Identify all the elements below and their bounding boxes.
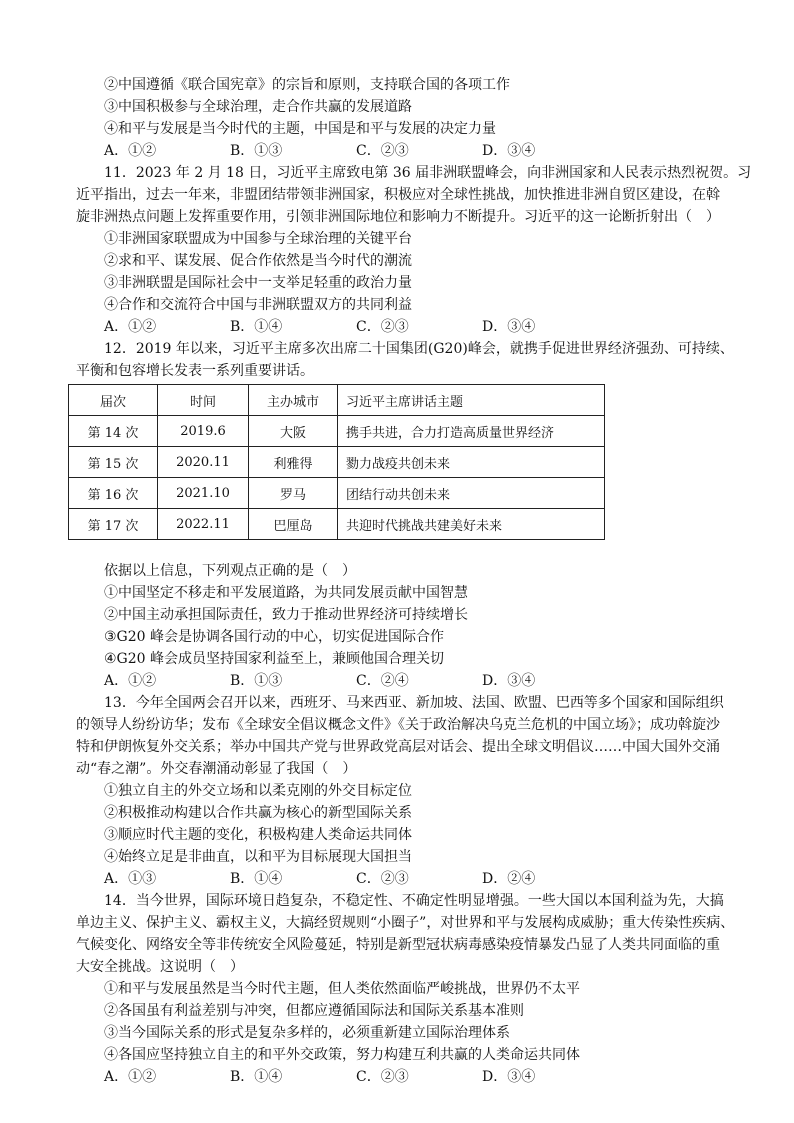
table-cell-time: 2019.6: [158, 416, 249, 447]
table-row: [69, 416, 605, 447]
question-14: [76, 890, 735, 1088]
q10-choice-b: B．①③: [230, 143, 283, 159]
table-cell-time: 2022.11: [158, 509, 249, 540]
q13-option-2: ②积极推动构建以合作共赢为核心的新型国际关系: [104, 805, 412, 821]
q11-choices: [104, 316, 624, 338]
table-cell-theme: 携手共进，合力打造高质量世界经济: [338, 416, 605, 447]
q12-choice-c: C．②④: [356, 673, 409, 689]
q12-choices: [104, 670, 624, 692]
table-cell-city: 大阪: [249, 416, 338, 447]
g20-summit-table: [68, 384, 605, 540]
q12-choice-b: B．①③: [230, 673, 283, 689]
q14-choice-d: D．③④: [482, 1069, 536, 1085]
q11-choice-c: C．②③: [356, 319, 409, 335]
q11-choice-d: D．③④: [482, 319, 536, 335]
q14-stem-line-4: 大安全挑战。这说明（ ）: [76, 959, 244, 975]
table-cell-city: 巴厘岛: [249, 509, 338, 540]
q14-stem-line-2: 单边主义、保护主义、霸权主义，大搞经贸规则“小圈子”，对世界和平与发展构成威胁；重大传染性疾病、: [76, 915, 735, 931]
q10-choice-c: C．②③: [356, 143, 409, 159]
q12-option-4: ④G20 峰会成员坚持国家利益至上，兼顾他国合理关切: [104, 651, 444, 667]
q13-choice-c: C．②③: [356, 871, 409, 887]
table-row: [69, 509, 605, 540]
q10-option-4: ④和平与发展是当今时代的主题，中国是和平与发展的决定力量: [104, 121, 496, 137]
q11-option-4: ④合作和交流符合中国与非洲联盟双方的共同利益: [104, 297, 412, 313]
q14-choice-b: B．①④: [230, 1069, 283, 1085]
table-header-session: 届次: [69, 385, 158, 416]
q10-choices: [104, 140, 624, 162]
q13-stem-line-1: 13．今年全国两会召开以来，西班牙、马来西亚、新加坡、法国、欧盟、巴西等多个国家和国际组织: [104, 695, 724, 711]
exam-content: [76, 74, 752, 1088]
q13-option-3: ③顺应时代主题的变化，积极构建人类命运共同体: [104, 827, 412, 843]
q11-stem-line-2: 近平指出，过去一年来，非盟团结带领非洲国家，积极应对全球性挑战，加快推进非洲自贸区建设，在斡: [76, 187, 720, 203]
q14-choice-c: C．②③: [356, 1069, 409, 1085]
q13-choice-b: B．①④: [230, 871, 283, 887]
q14-choice-a: A．①②: [104, 1069, 157, 1085]
q12-option-3: ③G20 峰会是协调各国行动的中心，切实促进国际合作: [104, 629, 444, 645]
q13-choice-d: D．②④: [482, 871, 536, 887]
q12-stem-line-2: 平衡和包容增长发表一系列重要讲话。: [76, 363, 314, 379]
q13-stem-line-2: 的领导人纷纷访华；发布《全球安全倡议概念文件》《关于政治解决乌克兰危机的中国立场》；成功斡旋沙: [76, 717, 720, 733]
q11-choice-a: A．①②: [104, 319, 157, 335]
q11-stem-line-1: 11．2023 年 2 月 18 日，习近平主席致电第 36 届非洲联盟峰会，向非洲国家和人民表示热烈祝贺。习: [104, 165, 752, 181]
q14-option-4: ④各国应坚持独立自主的和平外交政策，努力构建互利共赢的人类命运共同体: [104, 1047, 580, 1063]
q12-stem-line-1: 12．2019 年以来，习近平主席多次出席二十国集团(G20)峰会，就携手促进世界经济强劲、可持续、: [104, 341, 734, 357]
q14-option-3: ③当今国际关系的形式是复杂多样的，必须重新建立国际治理体系: [104, 1025, 510, 1041]
question-10: [104, 74, 624, 162]
q14-option-2: ②各国虽有利益差别与冲突，但都应遵循国际法和国际关系基本准则: [104, 1003, 524, 1019]
q10-option-3: ③中国积极参与全球治理，走合作共赢的发展道路: [104, 99, 412, 115]
q11-choice-b: B．①④: [230, 319, 283, 335]
table-cell-city: 利雅得: [249, 447, 338, 478]
table-cell-time: 2020.11: [158, 447, 249, 478]
q14-choices: [104, 1066, 624, 1088]
q12-option-2: ②中国主动承担国际责任，致力于推动世界经济可持续增长: [104, 607, 468, 623]
question-11: [76, 162, 752, 338]
table-cell-theme: 共迎时代挑战共建美好未来: [338, 509, 605, 540]
q13-stem-line-4: 动“春之潮”。外交春潮涌动彰显了我国（ ）: [76, 761, 357, 777]
q13-option-4: ④始终立足是非曲直，以和平为目标展现大国担当: [104, 849, 412, 865]
table-row: [69, 447, 605, 478]
table-spacer: [104, 544, 624, 560]
q11-option-2: ②求和平、谋发展、促合作依然是当今时代的潮流: [104, 253, 412, 269]
table-row: [69, 478, 605, 509]
table-cell-time: 2021.10: [158, 478, 249, 509]
table-cell-session: 第 17 次: [69, 509, 158, 540]
q14-option-1: ①和平与发展虽然是当今时代主题，但人类依然面临严峻挑战，世界仍不太平: [104, 981, 580, 997]
q12-prompt: 依据以上信息，下列观点正确的是（ ）: [104, 563, 356, 579]
table-header-time: 时间: [158, 385, 249, 416]
table-cell-session: 第 14 次: [69, 416, 158, 447]
q12-choice-d: D．③④: [482, 673, 536, 689]
q11-option-1: ①非洲国家联盟成为中国参与全球治理的关键平台: [104, 231, 412, 247]
q10-choice-d: D．③④: [482, 143, 536, 159]
table-cell-theme: 团结行动共创未来: [338, 478, 605, 509]
q12-choice-a: A．①②: [104, 673, 157, 689]
table-cell-city: 罗马: [249, 478, 338, 509]
table-cell-session: 第 16 次: [69, 478, 158, 509]
q10-option-2: ②中国遵循《联合国宪章》的宗旨和原则，支持联合国的各项工作: [104, 77, 510, 93]
question-12: [76, 338, 734, 692]
q11-option-3: ③非洲联盟是国际社会中一支举足轻重的政治力量: [104, 275, 412, 291]
q14-stem-line-1: 14．当今世界，国际环境日趋复杂，不稳定性、不确定性明显增强。一些大国以本国利益为先，大搞: [104, 893, 724, 909]
table-cell-theme: 勠力战疫共创未来: [338, 447, 605, 478]
q11-stem-line-3: 旋非洲热点问题上发挥重要作用，引领非洲国际地位和影响力不断提升。习近平的这一论断折射出（ ）: [76, 209, 720, 225]
table-header-row: [69, 385, 605, 416]
q13-choices: [104, 868, 624, 890]
q10-choice-a: A．①②: [104, 143, 157, 159]
q13-choice-a: A．①③: [104, 871, 157, 887]
q12-option-1: ①中国坚定不移走和平发展道路，为共同发展贡献中国智慧: [104, 585, 468, 601]
table-header-city: 主办城市: [249, 385, 338, 416]
q13-stem-line-3: 特和伊朗恢复外交关系；举办中国共产党与世界政党高层对话会、提出全球文明倡议……中国大国外交涌: [76, 739, 720, 755]
question-13: [76, 692, 724, 890]
q13-option-1: ①独立自主的外交立场和以柔克刚的外交目标定位: [104, 783, 412, 799]
table-cell-session: 第 15 次: [69, 447, 158, 478]
q14-stem-line-3: 气候变化、网络安全等非传统安全风险蔓延，特别是新型冠状病毒感染疫情暴发凸显了人类共同面临的重: [76, 937, 720, 953]
table-header-theme: 习近平主席讲话主题: [338, 385, 605, 416]
